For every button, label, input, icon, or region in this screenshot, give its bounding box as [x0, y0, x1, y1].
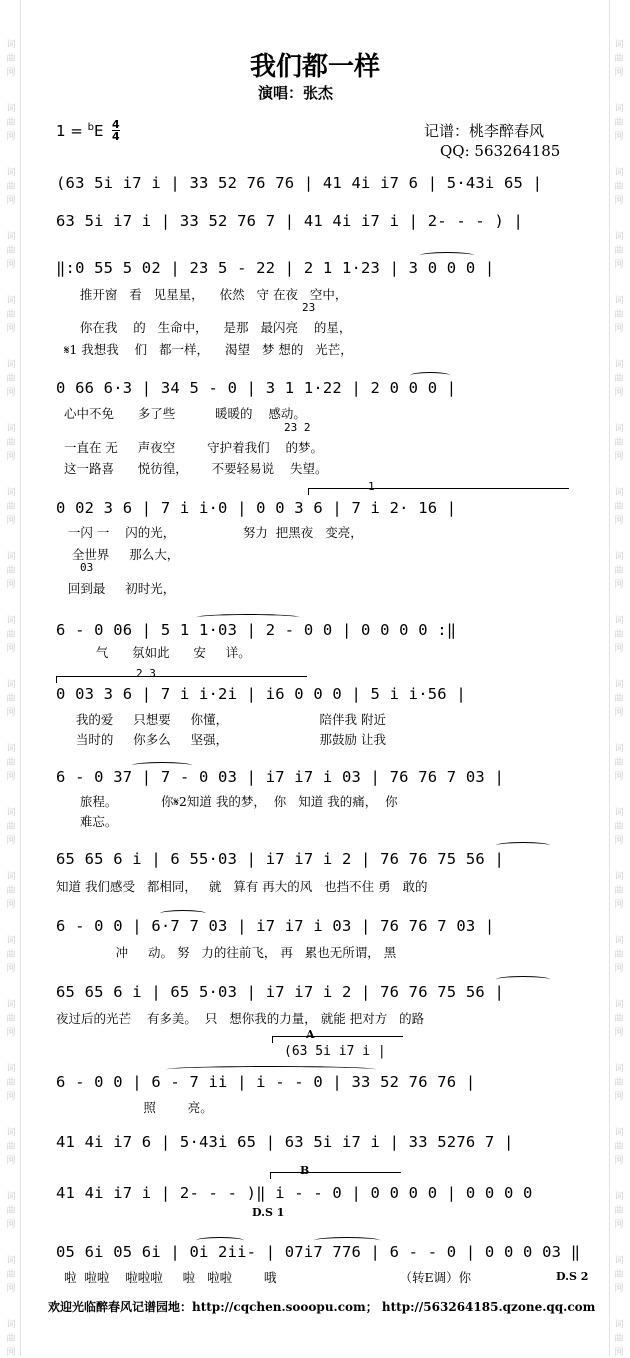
edge-watermark-char: 曲	[614, 374, 624, 384]
lyric-row-5-note: 03	[80, 561, 94, 574]
edge-watermark-char: 词	[614, 744, 624, 754]
edge-watermark-char: 曲	[614, 502, 624, 512]
edge-watermark-char: 网	[614, 708, 624, 718]
edge-watermark-char: 词	[614, 808, 624, 818]
edge-watermark-char: 网	[6, 1348, 16, 1358]
edge-watermark-char: 曲	[614, 630, 624, 640]
volta-a-label: A	[306, 1028, 315, 1041]
edge-watermark-char: 网	[614, 644, 624, 654]
edge-watermark-char: 网	[6, 708, 16, 718]
edge-watermark-char: 曲	[614, 822, 624, 832]
edge-watermark-char: 词	[6, 616, 16, 626]
lyric-row-8a: 旅程。 你𝄋2知道 我的梦， 你 知道 我的痛， 你	[56, 794, 398, 809]
edge-watermark-char: 曲	[614, 1078, 624, 1088]
edge-watermark-char: 网	[6, 772, 16, 782]
edge-watermark-char: 词	[6, 808, 16, 818]
edge-watermark-char: 词	[614, 1192, 624, 1202]
edge-watermark-char: 曲	[614, 1142, 624, 1152]
singer-credit: 演唱：张杰	[258, 84, 334, 102]
edge-watermark-char: 网	[614, 1284, 624, 1294]
lyric-row-4c: 这一路喜 悦彷徨， 不要轻易说 失望。	[56, 461, 328, 476]
edge-watermark-char: 词	[614, 296, 624, 306]
time-signature: 4 4	[112, 118, 120, 143]
notation-row-6: 6 - 0 06 | 5 1 1·03 | 2 - 0 0 | 0 0 0 0 :‖	[56, 621, 457, 639]
edge-watermark-char: 词	[6, 1000, 16, 1010]
edge-watermark-char: 网	[614, 260, 624, 270]
edge-watermark-char: 网	[6, 900, 16, 910]
edge-watermark-char: 网	[614, 132, 624, 142]
edge-watermark-char: 网	[6, 452, 16, 462]
notation-row-4: 0 66 6·3 | 34 5 - 0 | 3 1 1·22 | 2 0 0 0 |	[56, 379, 457, 397]
edge-watermark-char: 曲	[614, 758, 624, 768]
lyric-row-5c: 回到最 初时光，	[56, 581, 176, 596]
notation-row-5: 0 02 3 6 | 7 i i·0 | 0 0 3 6 | 7 i 2· 16 |	[56, 499, 457, 517]
edge-watermark-char: 网	[614, 516, 624, 526]
transcriber-qq: QQ: 563264185	[440, 142, 561, 160]
edge-watermark-char: 词	[614, 1256, 624, 1266]
edge-watermark-char: 曲	[6, 886, 16, 896]
edge-watermark-char: 曲	[614, 310, 624, 320]
edge-watermark-char: 曲	[614, 950, 624, 960]
lyric-row-3-note: 23	[302, 301, 316, 314]
edge-watermark-char: 曲	[614, 886, 624, 896]
notation-row-3: ‖:0 55 5 02 | 23 5 - 22 | 2 1 1·23 | 3 0 0 0 |	[56, 259, 495, 277]
edge-watermark-char: 网	[6, 516, 16, 526]
lyric-row-12: 照 亮。	[56, 1100, 213, 1115]
edge-watermark-char: 词	[6, 1320, 16, 1330]
edge-watermark-char: 网	[614, 836, 624, 846]
song-title: 我们都一样	[249, 52, 380, 82]
lyric-row-3c: 𝄋1 我想我 们 都一样， 渴望 梦 想的 光芒，	[56, 342, 353, 357]
edge-watermark-char: 曲	[6, 182, 16, 192]
edge-watermark-char: 词	[614, 616, 624, 626]
edge-watermark-char: 词	[6, 1064, 16, 1074]
edge-watermark-char: 词	[614, 424, 624, 434]
edge-watermark-char: 词	[6, 680, 16, 690]
lyric-row-8b: 难忘。	[56, 814, 118, 829]
edge-watermark-char: 词	[614, 232, 624, 242]
edge-watermark-char: 网	[6, 580, 16, 590]
edge-watermark-char: 词	[6, 872, 16, 882]
edge-watermark-char: 曲	[6, 118, 16, 128]
lyric-row-6: 气 氛如此 安 详。	[56, 645, 251, 660]
edge-watermark-char: 曲	[6, 950, 16, 960]
edge-watermark-char: 网	[614, 452, 624, 462]
edge-watermark-char: 网	[614, 900, 624, 910]
edge-watermark-char: 词	[614, 552, 624, 562]
edge-watermark-char: 曲	[6, 374, 16, 384]
edge-watermark-char: 网	[614, 1156, 624, 1166]
edge-watermark-char: 曲	[6, 566, 16, 576]
edge-watermark-char: 网	[6, 1156, 16, 1166]
lyric-row-4b: 一直在 无 声夜空 守护着我们 的梦。	[56, 440, 323, 455]
edge-watermark-char: 曲	[614, 246, 624, 256]
edge-watermark-char: 网	[614, 1092, 624, 1102]
edge-watermark-char: 曲	[614, 1014, 624, 1024]
edge-watermark-char: 曲	[6, 1014, 16, 1024]
edge-watermark-char: 词	[6, 1128, 16, 1138]
edge-watermark-char: 曲	[614, 438, 624, 448]
edge-watermark-char: 网	[6, 68, 16, 78]
lyric-row-4-note: 23 2	[284, 421, 311, 434]
volta-23-label: 2 3	[136, 667, 156, 680]
edge-watermark-char: 网	[6, 1028, 16, 1038]
edge-watermark-char: 曲	[614, 1334, 624, 1344]
lyric-row-9: 知道 我们感受 都相同， 就 算有 再大的风 也挡不住 勇 敢的	[56, 879, 428, 894]
edge-watermark-char: 词	[6, 552, 16, 562]
edge-watermark-char: 曲	[6, 1206, 16, 1216]
notation-row-12: 6 - 0 0 | 6 - 7 ii | i - - 0 | 33 52 76 76 |	[56, 1073, 476, 1091]
edge-watermark-char: 网	[6, 1220, 16, 1230]
edge-watermark-char: 曲	[6, 54, 16, 64]
edge-watermark-char: 网	[6, 196, 16, 206]
edge-watermark-char: 网	[6, 964, 16, 974]
notation-row-14: 41 4i i7 i | 2- - - )‖ i - - 0 | 0 0 0 0 | 0 0 0 0	[56, 1184, 533, 1202]
notation-row-1: (63 5i i7 i | 33 52 76 76 | 41 4i i7 6 | 5·43i 65 |	[56, 174, 543, 192]
edge-watermark-char: 词	[6, 424, 16, 434]
edge-watermark-char: 网	[614, 324, 624, 334]
edge-watermark-char: 曲	[6, 1078, 16, 1088]
right-watermark-strip	[608, 0, 630, 1356]
edge-watermark-char: 网	[614, 964, 624, 974]
edge-watermark-char: 网	[6, 836, 16, 846]
edge-watermark-char: 词	[6, 232, 16, 242]
edge-watermark-char: 词	[614, 1000, 624, 1010]
lyric-row-7a: 我的爱 只想要 你懂， 陪伴我 附近	[56, 712, 386, 727]
edge-watermark-char: 曲	[6, 438, 16, 448]
edge-watermark-char: 词	[6, 168, 16, 178]
ds1-mark: D.S 1	[252, 1206, 285, 1219]
edge-watermark-char: 网	[614, 772, 624, 782]
lyric-row-15: 啦 啦啦 啦啦啦 啦 啦啦 哦 （转E调）你	[56, 1270, 472, 1285]
edge-watermark-char: 词	[614, 1128, 624, 1138]
ds2-mark: D.S 2	[556, 1270, 589, 1283]
lyric-row-5a: 一闪 一 闪的光， 努力 把黑夜 变亮，	[56, 525, 363, 540]
left-watermark-strip	[0, 0, 22, 1356]
edge-watermark-char: 曲	[6, 502, 16, 512]
volta-1-label: 1	[368, 480, 375, 493]
lyric-row-10: 冲 动。 努 力的往前飞， 再 累也无所谓， 黑	[56, 945, 397, 960]
edge-watermark-char: 曲	[614, 54, 624, 64]
edge-watermark-char: 网	[6, 1092, 16, 1102]
edge-watermark-char: 网	[6, 644, 16, 654]
edge-watermark-char: 曲	[6, 246, 16, 256]
notation-row-15: 05 6i 05 6i | 0i 2ii- | 07i7 776 | 6 - - 0 | 0 0 0 03 ‖	[56, 1243, 581, 1261]
edge-watermark-char: 词	[614, 40, 624, 50]
edge-watermark-char: 网	[614, 1028, 624, 1038]
edge-watermark-char: 网	[6, 1284, 16, 1294]
edge-watermark-char: 网	[614, 580, 624, 590]
edge-watermark-char: 词	[614, 488, 624, 498]
edge-watermark-char: 曲	[6, 694, 16, 704]
edge-watermark-char: 词	[614, 1320, 624, 1330]
edge-watermark-char: 曲	[614, 1206, 624, 1216]
edge-watermark-char: 词	[614, 1064, 624, 1074]
edge-watermark-char: 词	[6, 488, 16, 498]
notation-row-11: 65 65 6 i | 65 5·03 | i7 i7 i 2 | 76 76 75 56 |	[56, 983, 504, 1001]
edge-watermark-char: 网	[614, 1348, 624, 1358]
edge-watermark-char: 曲	[614, 182, 624, 192]
edge-watermark-char: 网	[614, 388, 624, 398]
edge-watermark-char: 网	[614, 1220, 624, 1230]
lyric-row-5b: 全世界 那么大，	[56, 547, 180, 562]
edge-watermark-char: 曲	[614, 694, 624, 704]
notation-row-2: 63 5i i7 i | 33 52 76 7 | 41 4i i7 i | 2- - - ) |	[56, 212, 524, 230]
edge-watermark-char: 词	[6, 1192, 16, 1202]
lyric-row-11: 夜过后的光芒 有多美。 只 想你我的力量， 就能 把对方 的路	[56, 1011, 425, 1026]
notation-row-8: 6 - 0 37 | 7 - 0 03 | i7 i7 i 03 | 76 76 7 03 |	[56, 768, 504, 786]
edge-watermark-char: 词	[6, 296, 16, 306]
edge-watermark-char: 网	[614, 196, 624, 206]
notation-row-10: 6 - 0 0 | 6·7 7 03 | i7 i7 i 03 | 76 76 7 03 |	[56, 917, 495, 935]
edge-watermark-char: 词	[6, 744, 16, 754]
transcriber-credit: 记谱：桃李醉春风	[424, 122, 545, 140]
edge-watermark-char: 曲	[6, 822, 16, 832]
edge-watermark-char: 词	[6, 360, 16, 370]
edge-watermark-char: 曲	[6, 630, 16, 640]
edge-watermark-char: 网	[6, 260, 16, 270]
volta-a-notes: (63 5i i7 i |	[284, 1044, 386, 1059]
edge-watermark-char: 曲	[614, 1270, 624, 1280]
notation-row-7: 0 03 3 6 | 7 i i·2i | i6 0 0 0 | 5 i i·56 |	[56, 685, 466, 703]
edge-watermark-char: 词	[614, 936, 624, 946]
edge-watermark-char: 曲	[614, 566, 624, 576]
edge-watermark-char: 曲	[6, 758, 16, 768]
edge-watermark-char: 曲	[6, 1334, 16, 1344]
edge-watermark-char: 词	[6, 1256, 16, 1266]
edge-watermark-char: 网	[6, 132, 16, 142]
edge-watermark-char: 网	[614, 68, 624, 78]
notation-row-9: 65 65 6 i | 6 55·03 | i7 i7 i 2 | 76 76 75 56 |	[56, 850, 504, 868]
edge-watermark-char: 网	[6, 388, 16, 398]
edge-watermark-char: 词	[614, 168, 624, 178]
edge-watermark-char: 词	[614, 872, 624, 882]
edge-watermark-char: 曲	[6, 1270, 16, 1280]
footer-links: 欢迎光临醉春风记谱园地：http://cqchen.sooopu.com； http://563264185.qzone.qq.com	[48, 1300, 596, 1314]
edge-watermark-char: 词	[614, 680, 624, 690]
lyric-row-4a: 心中不免 多了些 暖暖的 感动。	[56, 406, 306, 421]
edge-watermark-char: 曲	[6, 310, 16, 320]
edge-watermark-char: 曲	[614, 118, 624, 128]
notation-row-13: 41 4i i7 6 | 5·43i 65 | 63 5i i7 i | 33 5276 7 |	[56, 1133, 514, 1151]
key-signature: 1 = $^b$E	[56, 122, 104, 140]
edge-watermark-char: 词	[6, 104, 16, 114]
edge-watermark-char: 词	[6, 936, 16, 946]
edge-watermark-char: 网	[6, 324, 16, 334]
lyric-row-7b: 当时的 你多么 坚强， 那鼓励 让我	[56, 732, 386, 747]
edge-watermark-char: 词	[614, 360, 624, 370]
lyric-row-3a: 推开窗 看 见星星， 依然 守 在夜 空中，	[56, 287, 348, 302]
edge-watermark-char: 词	[6, 40, 16, 50]
volta-b-label: B	[300, 1164, 310, 1177]
edge-watermark-char: 曲	[6, 1142, 16, 1152]
edge-watermark-char: 词	[614, 104, 624, 114]
lyric-row-3b: 你在我 的 生命中， 是那 最闪亮 的星，	[56, 320, 352, 335]
